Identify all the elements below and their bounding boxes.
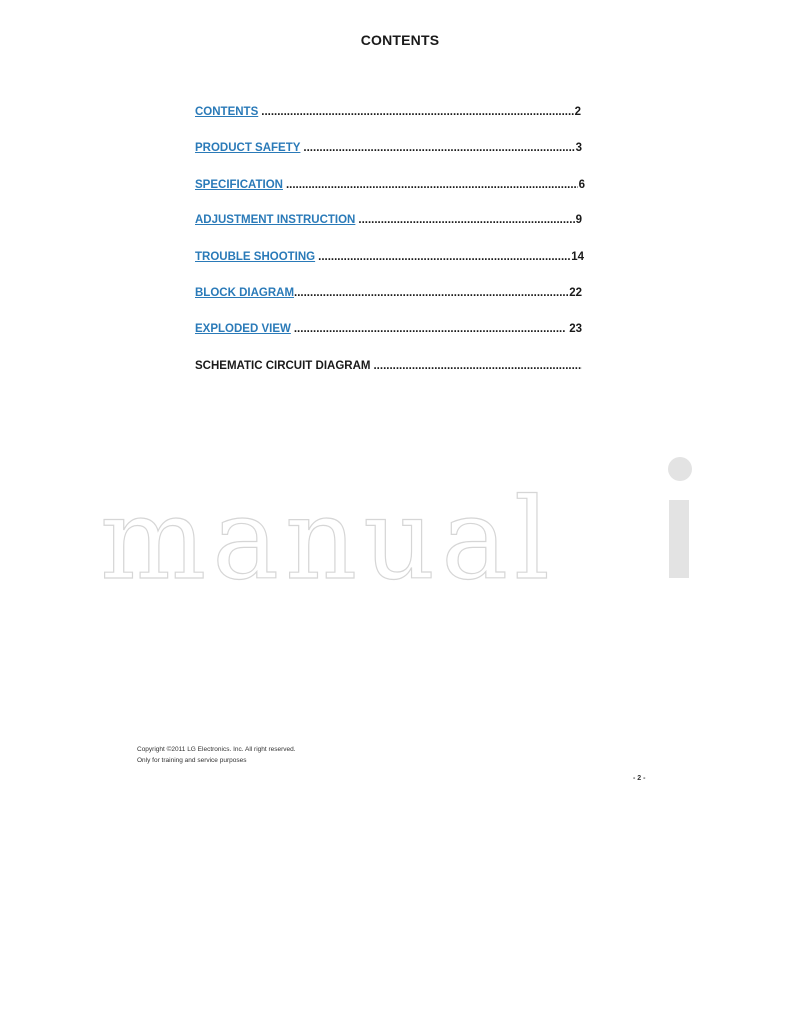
toc-page-number: 6 <box>578 179 585 191</box>
toc-page-number: 9 <box>575 214 582 226</box>
toc-leader <box>261 106 573 118</box>
toc-link-block-diagram[interactable]: BLOCK DIAGRAM <box>195 287 295 299</box>
toc-leader <box>318 251 570 263</box>
toc-link-specification[interactable]: SPECIFICATION <box>195 179 283 191</box>
page-number: - 2 - <box>633 775 646 782</box>
copyright-notice: Copyright ©2011 LG Electronics. Inc. All right reserved. <box>137 746 296 753</box>
toc-entry-adjustment-instruction[interactable] <box>195 214 582 230</box>
usage-notice: Only for training and service purposes <box>137 757 247 764</box>
toc-page-number: 23 <box>569 323 582 335</box>
toc-entry-specification[interactable] <box>195 179 585 195</box>
toc-entry-block-diagram[interactable] <box>195 287 582 303</box>
toc-link-product-safety[interactable]: PRODUCT SAFETY <box>195 142 301 154</box>
toc-link-adjustment-instruction[interactable]: ADJUSTMENT INSTRUCTION <box>195 214 356 226</box>
toc-leader <box>294 323 565 335</box>
toc-page-number: 3 <box>575 142 582 154</box>
toc-link-exploded-view[interactable]: EXPLODED VIEW <box>195 323 291 335</box>
toc-label-schematic-circuit-diagram: SCHEMATIC CIRCUIT DIAGRAM <box>195 360 371 372</box>
toc-leader <box>303 142 574 154</box>
page-title: CONTENTS <box>360 32 440 48</box>
svg-text:manual: manual <box>100 475 556 590</box>
toc-link-trouble-shooting[interactable]: TROUBLE SHOOTING <box>195 251 316 263</box>
toc-page-number: 14 <box>571 251 584 263</box>
toc-entry-schematic-circuit-diagram <box>195 360 583 376</box>
toc-link-contents[interactable]: CONTENTS <box>195 106 259 118</box>
watermark <box>100 450 700 590</box>
toc-entry-contents[interactable] <box>195 106 581 122</box>
toc-entry-product-safety[interactable] <box>195 142 582 158</box>
toc-leader <box>286 179 578 191</box>
toc-leader <box>373 360 582 372</box>
toc-leader <box>358 214 574 226</box>
toc-entry-exploded-view[interactable] <box>195 323 582 339</box>
toc-page-number: 22 <box>569 287 582 299</box>
toc-leader <box>294 287 568 299</box>
toc-entry-trouble-shooting[interactable] <box>195 251 584 267</box>
toc-page-number: 2 <box>574 106 581 118</box>
